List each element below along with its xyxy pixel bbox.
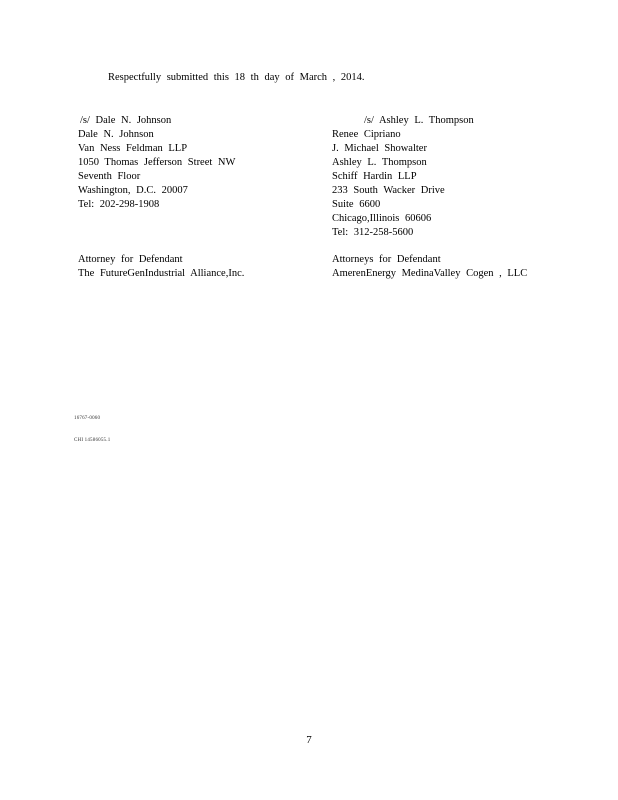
page-number: 7 [306,734,312,746]
left-signature-line: Washington, D.C. 20007 [78,185,188,196]
right-party-name: AmerenEnergy MedinaValley Cogen , LLC [332,268,528,279]
closing-statement: Respectfully submitted this 18 th day of March , 2014. [108,72,365,83]
right-signature-line: Chicago,Illinois 60606 [332,213,432,224]
left-signature-line: Tel: 202-298-1908 [78,199,160,210]
left-signature-line: Dale N. Johnson [78,129,154,140]
left-signature: /s/ Dale N. Johnson [80,115,172,126]
right-signature-line: Schiff Hardin LLP [332,171,417,182]
right-signature-line: Ashley L. Thompson [332,157,427,168]
document-reference: 16767-0060 [74,416,101,421]
right-signature-line: Suite 6600 [332,199,381,210]
document-reference: CHI 14586055.1 [74,438,111,443]
right-signature-line: Tel: 312-258-5600 [332,227,414,238]
right-role-title: Attorneys for Defendant [332,254,441,265]
left-signature-line: Seventh Floor [78,171,141,182]
left-party-name: The FutureGenIndustrial Alliance,Inc. [78,268,245,279]
right-signature-line: J. Michael Showalter [332,143,427,154]
left-signature-block [78,114,235,212]
left-signature-line: 1050 Thomas Jefferson Street NW [78,157,236,168]
right-signature: /s/ Ashley L. Thompson [364,115,474,126]
left-role-title: Attorney for Defendant [78,254,183,265]
left-signature-line: Van Ness Feldman LLP [78,143,188,154]
right-signature-line: Renee Cipriano [332,129,401,140]
right-attorney-role [332,253,527,281]
left-attorney-role [78,253,244,281]
right-signature-block [332,114,474,240]
right-signature-line: 233 South Wacker Drive [332,185,445,196]
